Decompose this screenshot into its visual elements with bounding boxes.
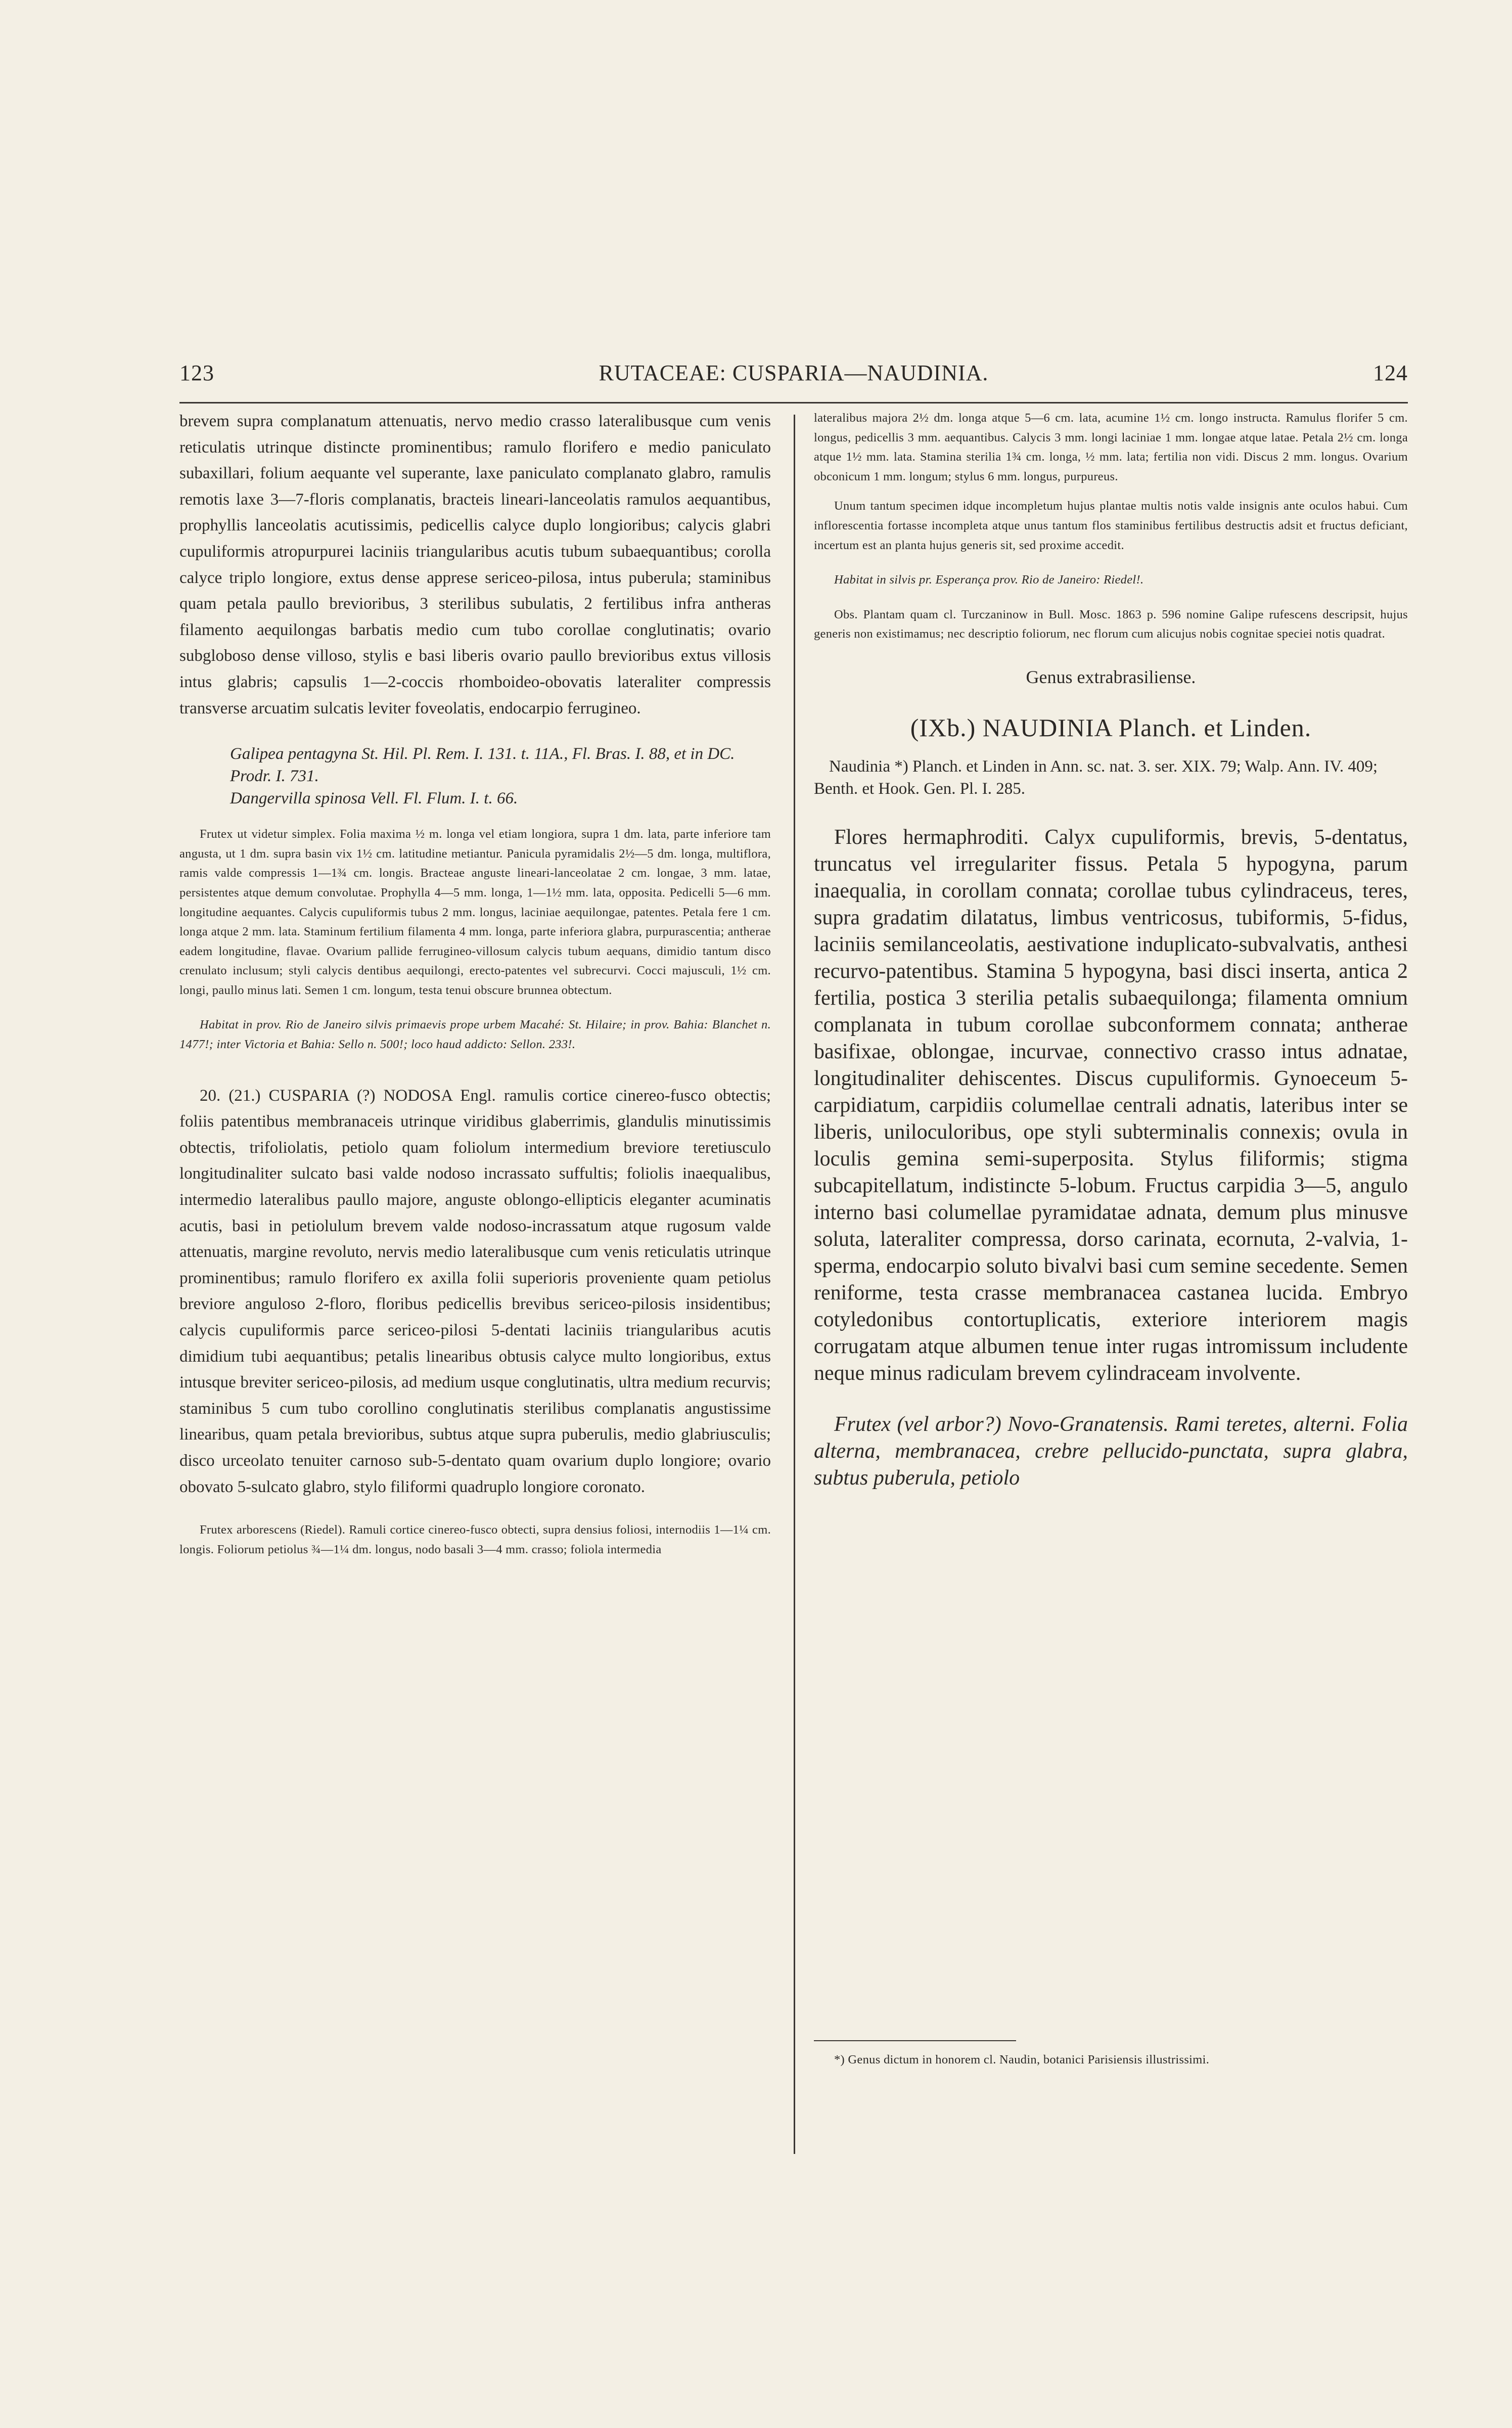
synonym-citation-2: Dangervilla spinosa Vell. Fl. Flum. I. t. 66.: [230, 789, 518, 808]
remark-paragraph: Unum tantum specimen idque incompletum hujus plantae multis notis valde insignis ante oculos habui. Cum inflorescentia fortasse incompleta atque unus tantum flos staminibus fertilibus destructis adsit et fructus deficiant, incertum est an planta hujus generis sit, sed proxime accedit.: [814, 499, 1408, 552]
habitat-paragraph: Habitat in prov. Rio de Janeiro silvis primaevis prope urbem Macahé: St. Hilaire; in prov. Bahia: Blanchet n. 1477!; inter Victoria et Bahia: Sello n. 500!; loco haud addicto: Sellon. 233!.: [179, 1018, 771, 1052]
synonym-citation: Galipea pentagyna St. Hil. Pl. Rem. I. 131. t. 11A., Fl. Bras. I. 88, et in DC. Prodr. I. 731.: [230, 745, 735, 786]
genus-description: Flores hermaphroditi. Calyx cupuliformis, brevis, 5-dentatus, truncatus vel irregulariter fissus. Petala 5 hypogyna, parum inaequalia, in corollam connata; corollae tubus cylindraceus, teres, supra gradatim dilatatus, limbus ventricosus, tubiformis, 5-fidus, laciniis semilanceolatis, aestivatione induplicato-subvalvatis, anthesi recurvo-patentibus. Stamina 5 hypogyna, basi disci inserta, antica 2 fertilia, postica 3 sterilia petalis subaequilonga; filamenta omnium complanata in tubum corollae subconformem connata; antherae basifixae, oblongae, incurvae, connectivo crasso intus adnatae, longitudinaliter dehiscentes. Discus cupuliformis. Gynoeceum 5-carpidiatum, carpidiis columellae centrali adnatis, lateribus inter se liberis, uniloculoribus, ope styli subterminalis connexis; ovula in loculis gemina semi-superposita. Stylus filiformis; stigma subcapitellatum, indistincte 5-lobum. Fructus carpidia 3—5, angulo interno basi columellae pyramidatae adnata, demum plus minusve soluta, lateraliter compressa, dorso carinata, ecornuta, 2-valvia, 1-sperma, endocarpio soluto bivalvi basi cum semine secedente. Semen reniforme, testa crasse membranacea castanea lucida. Embryo cotyledonibus contortuplicatis, exteriore interiorem magis corrugatam atque albumen tenue inter rugas intromissum includente neque minus radiculam brevem cylindraceam involvente.: [814, 825, 1408, 1385]
genus-heading: (IXb.) NAUDINIA Planch. et Linden.: [910, 713, 1312, 742]
notes-paragraph: Frutex ut videtur simplex. Folia maxima ½ m. longa vel etiam longiora, supra 1 dm. lata, parte inferiore tam angusta, ut 1 dm. supra basin vix 1½ cm. latitudine metiantur. Panicula pyramidalis 2½—5 dm. longa, multiflora, ramis valde compressis 1—1¾ cm. longis. Bracteae anguste lineari-lanceolatae 2 cm. longae, 3 mm. latae, persistentes atque demum convolutae. Prophylla 4—5 mm. longa, 1—1½ mm. lata, opposita. Pedicelli 5—6 mm. longitudine aequantes. Calycis cupuliformis tubus 2 mm. longus, laciniae aequilongae, patentes. Petala fere 1 cm. longa atque 2 mm. lata. Staminum fertilium filamenta 4 mm. longa, parte inferiora glabra, purpurascentia; antherae eadem longitudine, flavae. Ovarium pallide ferrugineo-villosum calycis tubum aequans, dimidio tantum disco crenulato inclusum; styli calycis dentibus aequilongi, erecto-patentes vel subrecurvi. Cocci majusculi, 1½ cm. longi, paullo minus lati. Semen 1 cm. longum, testa tenui obscure brunnea obtectum.: [179, 827, 771, 997]
observation-paragraph: Obs. Plantam quam cl. Turczaninow in Bull. Mosc. 1863 p. 596 nomine Galipe rufescens descripsit, hujus generis non existimamus; nec descriptio foliorum, nec florum cum alicujus nobis cognitae speciei notis quadrat.: [814, 607, 1408, 641]
page-number-left: 123: [179, 361, 214, 385]
species-notes: Frutex arborescens (Riedel). Ramuli cortice cinereo-fusco obtecti, supra densius foliosi, internodiis 1—1¼ cm. longis. Foliorum petiolus ¾—1¼ dm. longus, nodo basali 3—4 mm. crasso; foliola intermedia: [179, 1523, 771, 1556]
column-divider: [794, 415, 795, 2154]
species-description: 20. (21.) CUSPARIA (?) NODOSA Engl. ramulis cortice cinereo-fusco obtectis; foliis patentibus membranaceis utrinque viridibus glaberrimis, glandulis minutissimis obtectis, trifoliolatis, petiolo quam foliolum intermedium breviore teretiusculo longitudinaliter sulcato basi valde nodoso incrassato suffultis; foliolis inaequalibus, intermedio lateralibus paullo majore, anguste oblongo-ellipticis eleganter acuminatis acutis, basi in petiolulum brevem valde nodoso-incrassatum atque rugosum valde attenuatis, margine revoluto, nervis medio lateralibusque cum venis reticulatis utrinque prominentibus; ramulo florifero ex axilla folii superioris proveniente quam petiolus breviore anguloso 2-floro, floribus pedicellis brevibus sericeo-pilosis insidentibus; calycis cupuliformis parce sericeo-pilosi 5-dentati laciniis triangularibus acutis dimidium tubi aequantibus; petalis linearibus obtusis calyce multo longioribus, extus intusque breviter sericeo-pilosis, ad medium usque conglutinatis, ultra medium recurvis; staminibus 5 cum tubo corollino conglutinatis sterilibus complanatis angustissime linearibus, quam petala brevioribus, subtus atque supra puberulis, medio glabriusculis; disco urceolato tenuiter carnoso sub-5-dentato quam ovarium duplo longiore; ovario obovato 5-sulcato glabro, stylo filiformi quadruplo longiore coronato.: [179, 1086, 771, 1496]
right-column: [814, 404, 1408, 1492]
description-paragraph: brevem supra complanatum attenuatis, nervo medio crasso lateralibusque cum venis reticulatis utrinque distincte prominentibus; ramulo florifero e medio paniculato subaxillari, folium aequante vel superante, laxe paniculato complanato glabro, ramulis remotis laxe 3—7-floris complanatis, bracteis lineari-lanceolatis ramulos aequantibus, prophyllis lanceolatis acutissimis, pedicellis calyce duplo longioribus; calycis glabri cupuliformis atropurpurei laciniis triangularibus acutis tubum subaequantibus; corolla calyce triplo longiore, extus dense apprese sericeo-pilosa, intus puberula; staminibus quam petala paullo brevioribus, 3 sterilibus subulatis, 2 fertilibus infra antheras filamento aequilongas barbatis medio cum tubo corollae conglutinatis; ovario subgloboso dense villoso, stylis e basi liberis ovario paullo brevioribus extus villosis intus glabris; capsulis 1—2-coccis rhomboideo-obovatis lateraliter compressis transverse arcuatim sulcatis leviter foveolatis, endocarpio ferrugineo.: [179, 412, 771, 717]
left-column: [179, 404, 771, 1559]
genus-citation: Naudinia *) Planch. et Linden in Ann. sc. nat. 3. ser. XIX. 79; Walp. Ann. IV. 409; Benth. et Hook. Gen. Pl. I. 285.: [814, 757, 1378, 798]
running-title: RUTACEAE: CUSPARIA—NAUDINIA.: [599, 361, 989, 385]
footnote-rule: [814, 2040, 1016, 2041]
habitat-paragraph-right: Habitat in silvis pr. Esperança prov. Rio de Janeiro: Riedel!.: [834, 573, 1144, 587]
page-number-right: 124: [1373, 361, 1408, 385]
genus-habit: Frutex (vel arbor?) Novo-Granatensis. Rami teretes, alterni. Folia alterna, membranacea, crebre pellucido-punctata, supra glabra, subtus puberula, petiolo: [814, 1412, 1408, 1490]
continued-notes: lateralibus majora 2½ dm. longa atque 5—6 cm. lata, acumine 1½ cm. longo instructa. Ramulus florifer 5 cm. longus, pedicellis 3 mm. aequantibus. Calycis 3 mm. longi laciniae 1 mm. longae atque latae. Petala 2½ cm. longa atque 1½ mm. lata. Stamina sterilia 1¾ cm. longa, ½ mm. lata; fertilia non vidi. Discus 2 mm. longus. Ovarium obconicum 1 mm. longum; stylus 6 mm. longus, purpureus.: [814, 411, 1408, 483]
page-header: [179, 360, 1408, 395]
header-rule: [179, 402, 1408, 403]
genus-note: Genus extrabrasiliense.: [1026, 666, 1196, 687]
footnote: *) Genus dictum in honorem cl. Naudin, botanici Parisiensis illustrissimi.: [834, 2053, 1210, 2066]
